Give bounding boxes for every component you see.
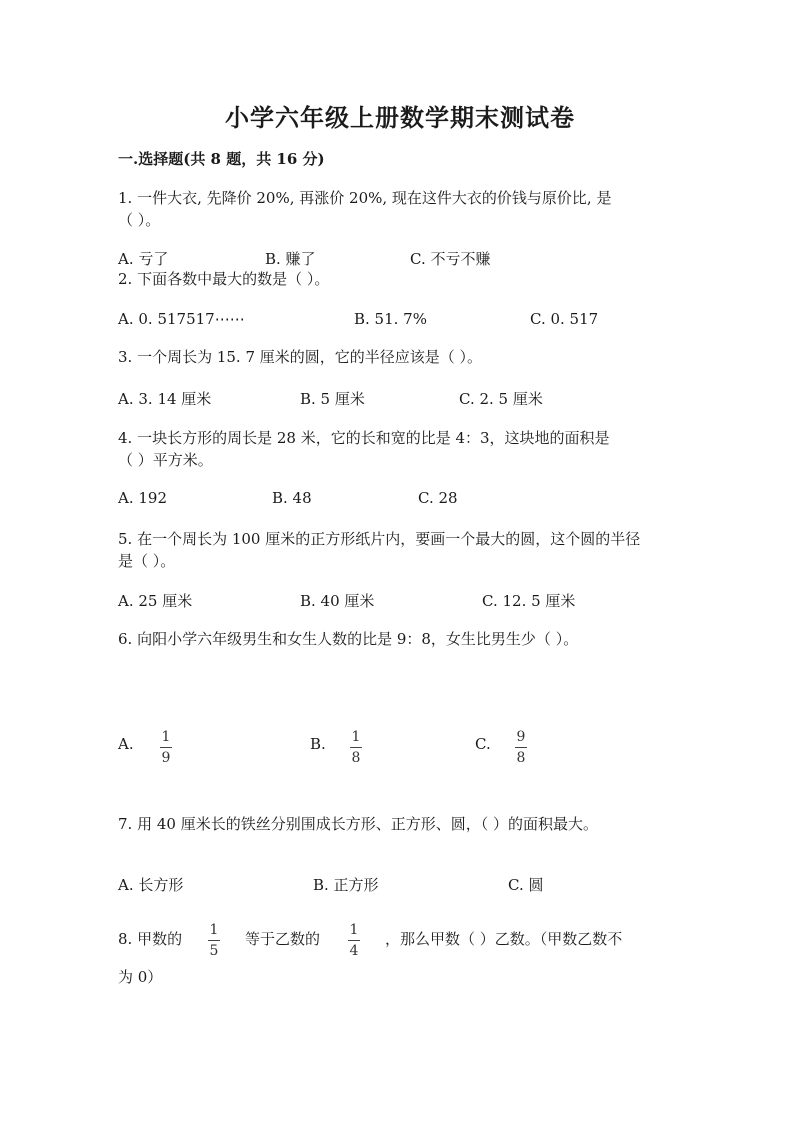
question-4-option-c[interactable]: C. 28 <box>418 489 458 507</box>
question-8-text-part1: 8. 甲数的 <box>118 930 183 948</box>
section-heading: 一.选择题(共 8 题，共 16 分) <box>118 150 325 168</box>
question-2-option-b[interactable]: B. 51. 7% <box>354 310 427 328</box>
fraction-bar <box>348 940 360 941</box>
question-3-text: 3. 一个周长为 15. 7 厘米的圆，它的半径应该是（ ）。 <box>118 348 483 366</box>
fraction-numerator: 1 <box>351 729 361 745</box>
question-7-option-b[interactable]: B. 正方形 <box>313 876 379 894</box>
question-5-text: 5. 在一个周长为 100 厘米的正方形纸片内，要画一个最大的圆，这个圆的半径 <box>118 530 641 548</box>
fraction-bar <box>208 940 220 941</box>
question-8-text-part3: ，那么甲数（ ）乙数。（甲数乙数不 <box>385 930 623 948</box>
fraction-bar <box>350 747 362 748</box>
fraction-denominator: 4 <box>349 943 359 959</box>
question-1-blank: （ ）。 <box>118 211 161 229</box>
question-4-option-a[interactable]: A. 192 <box>118 489 167 507</box>
fraction-denominator: 5 <box>209 943 219 959</box>
question-5-option-b[interactable]: B. 40 厘米 <box>300 592 375 610</box>
fraction-numerator: 9 <box>516 729 526 745</box>
question-1-option-a[interactable]: A. 亏了 <box>118 250 169 268</box>
fraction-numerator: 1 <box>209 922 219 938</box>
question-5-option-c[interactable]: C. 12. 5 厘米 <box>482 592 576 610</box>
question-4-blank: （ ）平方米。 <box>118 451 213 469</box>
question-1-text: 1. 一件大衣, 先降价 20%, 再涨价 20%, 现在这件大衣的价钱与原价比, 是 <box>118 189 612 207</box>
question-6-option-b[interactable]: B. <box>310 735 326 753</box>
question-4-text: 4. 一块长方形的周长是 28 米，它的长和宽的比是 4：3，这块地的面积是 <box>118 429 610 447</box>
fraction-bar <box>515 747 527 748</box>
fraction-bar <box>160 747 172 748</box>
question-8-text-part2: 等于乙数的 <box>245 930 321 948</box>
question-7-text: 7. 用 40 厘米长的铁丝分别围成长方形、正方形、圆，（ ）的面积最大。 <box>118 815 598 833</box>
question-2-option-a[interactable]: A. 0. 517517⋯⋯ <box>118 310 245 328</box>
question-6-option-c[interactable]: C. <box>475 735 491 753</box>
question-5-blank: 是（ ）。 <box>118 552 176 570</box>
fraction-one-eighth <box>350 729 362 766</box>
question-7-option-c[interactable]: C. 圆 <box>508 876 544 894</box>
question-2-text: 2. 下面各数中最大的数是（ ）。 <box>118 270 330 288</box>
question-2-option-c[interactable]: C. 0. 517 <box>530 310 599 328</box>
question-3-option-c[interactable]: C. 2. 5 厘米 <box>459 390 543 408</box>
question-3-option-a[interactable]: A. 3. 14 厘米 <box>118 390 212 408</box>
question-1-option-c[interactable]: C. 不亏不赚 <box>410 250 491 268</box>
fraction-one-fifth <box>208 922 220 959</box>
fraction-numerator: 1 <box>161 729 171 745</box>
fraction-one-ninth <box>160 729 172 766</box>
fraction-numerator: 1 <box>349 922 359 938</box>
fraction-denominator: 8 <box>351 750 361 766</box>
fraction-one-fourth <box>348 922 360 959</box>
question-7-option-a[interactable]: A. 长方形 <box>118 876 184 894</box>
page-title: 小学六年级上册数学期末测试卷 <box>225 103 575 132</box>
fraction-denominator: 8 <box>516 750 526 766</box>
question-3-option-b[interactable]: B. 5 厘米 <box>300 390 365 408</box>
question-1-option-b[interactable]: B. 赚了 <box>265 250 316 268</box>
question-6-text: 6. 向阳小学六年级男生和女生人数的比是 9：8，女生比男生少（ ）。 <box>118 630 579 648</box>
fraction-nine-eighths <box>515 729 527 766</box>
question-8-text-line2: 为 0） <box>118 968 163 986</box>
fraction-denominator: 9 <box>161 750 171 766</box>
question-6-option-a[interactable]: A. <box>118 735 134 753</box>
question-5-option-a[interactable]: A. 25 厘米 <box>118 592 193 610</box>
question-4-option-b[interactable]: B. 48 <box>272 489 312 507</box>
